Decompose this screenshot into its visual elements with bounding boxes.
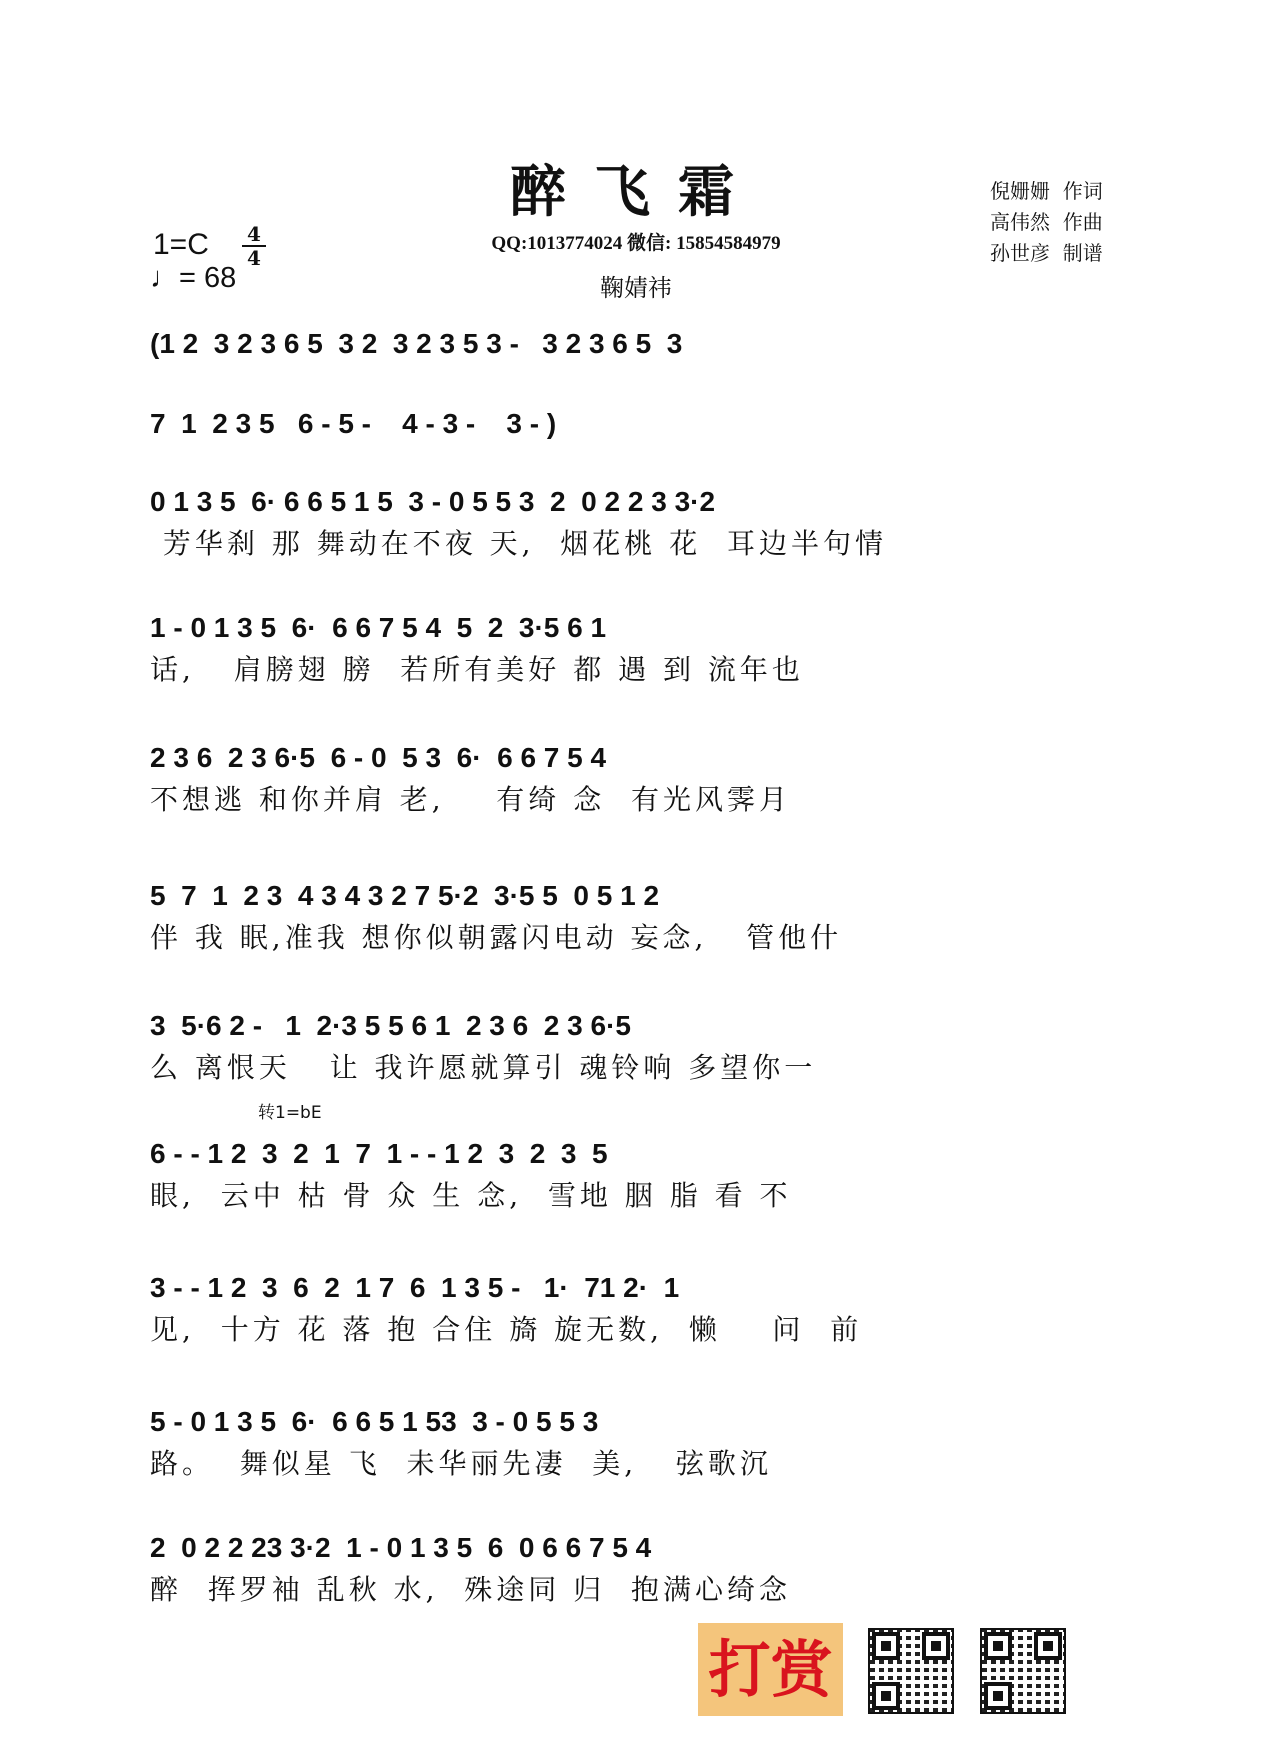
transcriber-credit: 孙世彦 制谱 (990, 241, 1103, 265)
credits (990, 176, 1103, 269)
alipay-qr-code (980, 1628, 1066, 1714)
notation-line: 0 1 3 5 6· 6 6 5 1 5 3 - 0 5 5 3 2 0 2 2 3 3·2 (150, 486, 716, 517)
key-change-marking: 转1=bE (258, 1103, 322, 1123)
score-row (150, 1134, 1130, 1214)
lyrics-line: 不想逃 和你并肩 老, 有绮 念 有光风霁月 (150, 783, 792, 816)
notation-line: 2 0 2 2 23 3·2 1 - 0 1 3 5 6 0 6 6 7 5 4 (150, 1532, 652, 1563)
lyrics-line: 见, 十方 花 落 抱 合住 旖 旋无数, 懒 问 前 (150, 1313, 863, 1346)
notation-line: 1 - 0 1 3 5 6· 6 6 7 5 4 5 2 3·5 6 1 (150, 612, 607, 643)
score-row (150, 1402, 1130, 1482)
score-row (150, 482, 1130, 562)
contact-info: QQ:1013774024 微信: 15854584979 (491, 233, 781, 254)
lyrics-line: 伴 我 眠,准我 想你似朝露闪电动 妄念, 管他什 (150, 921, 843, 954)
score-row (150, 1268, 1130, 1348)
lyrics-line: 话, 肩膀翅 膀 若所有美好 都 遇 到 流年也 (150, 653, 804, 686)
notation-line: 5 7 1 2 3 4 3 4 3 2 7 5·2 3·5 5 0 5 1 2 (150, 880, 660, 911)
score-row (150, 608, 1130, 688)
score-row (150, 876, 1130, 956)
notation-line: 3 5·6 2 - 1 2·3 5 5 6 1 2 3 6 2 3 6·5 (150, 1010, 631, 1041)
notation-line: 3 - - 1 2 3 6 2 1 7 6 1 3 5 - 1· 71 2· 1 (150, 1272, 680, 1303)
score-row (150, 324, 1130, 364)
lyrics-line: 醉 挥罗袖 乱秋 水, 殊途同 归 抱满心绮念 (150, 1573, 792, 1606)
wechat-qr-code (868, 1628, 954, 1714)
score-row (150, 738, 1130, 818)
score-row (150, 1006, 1130, 1086)
time-signature (242, 224, 266, 268)
lyricist-credit: 倪姗姗 作词 (990, 179, 1103, 203)
notation-line: 7 1 2 3 5 6 - 5 - 4 - 3 - 3 - ) (150, 408, 557, 439)
reward-button[interactable]: 打赏 (698, 1623, 843, 1716)
lyrics-line: 么 离恨天 让 我许愿就算引 魂铃响 多望你一 (150, 1051, 817, 1084)
time-numerator: 4 (247, 222, 261, 246)
singer-name: 鞠婧祎 (600, 274, 672, 302)
score-row (150, 404, 1130, 444)
lyrics-line: 路。 舞似星 飞 未华丽先凄 美, 弦歌沉 (150, 1447, 772, 1480)
notation-line: 6 - - 1 2 3 2 1 7 1 - - 1 2 3 2 3 5 (150, 1138, 608, 1169)
notation-line: 5 - 0 1 3 5 6· 6 6 5 1 53 3 - 0 5 5 3 (150, 1406, 599, 1437)
key-signature: 1=C (153, 228, 209, 261)
time-denominator: 4 (247, 246, 261, 270)
score-row (150, 1528, 1130, 1608)
notation-line: (1 2 3 2 3 6 5 3 2 3 2 3 5 3 - 3 2 3 6 5 3 (150, 328, 683, 359)
tempo-marking: ♩= 68 (150, 262, 237, 294)
notation-line: 2 3 6 2 3 6·5 6 - 0 5 3 6· 6 6 7 5 4 (150, 742, 607, 773)
song-title: 醉飞霜 (510, 159, 762, 225)
composer-credit: 高伟然 作曲 (990, 210, 1103, 234)
lyrics-line: 眼, 云中 枯 骨 众 生 念, 雪地 胭 脂 看 不 (150, 1179, 792, 1212)
lyrics-line: 芳华刹 那 舞动在不夜 天, 烟花桃 花 耳边半句情 (150, 527, 888, 560)
